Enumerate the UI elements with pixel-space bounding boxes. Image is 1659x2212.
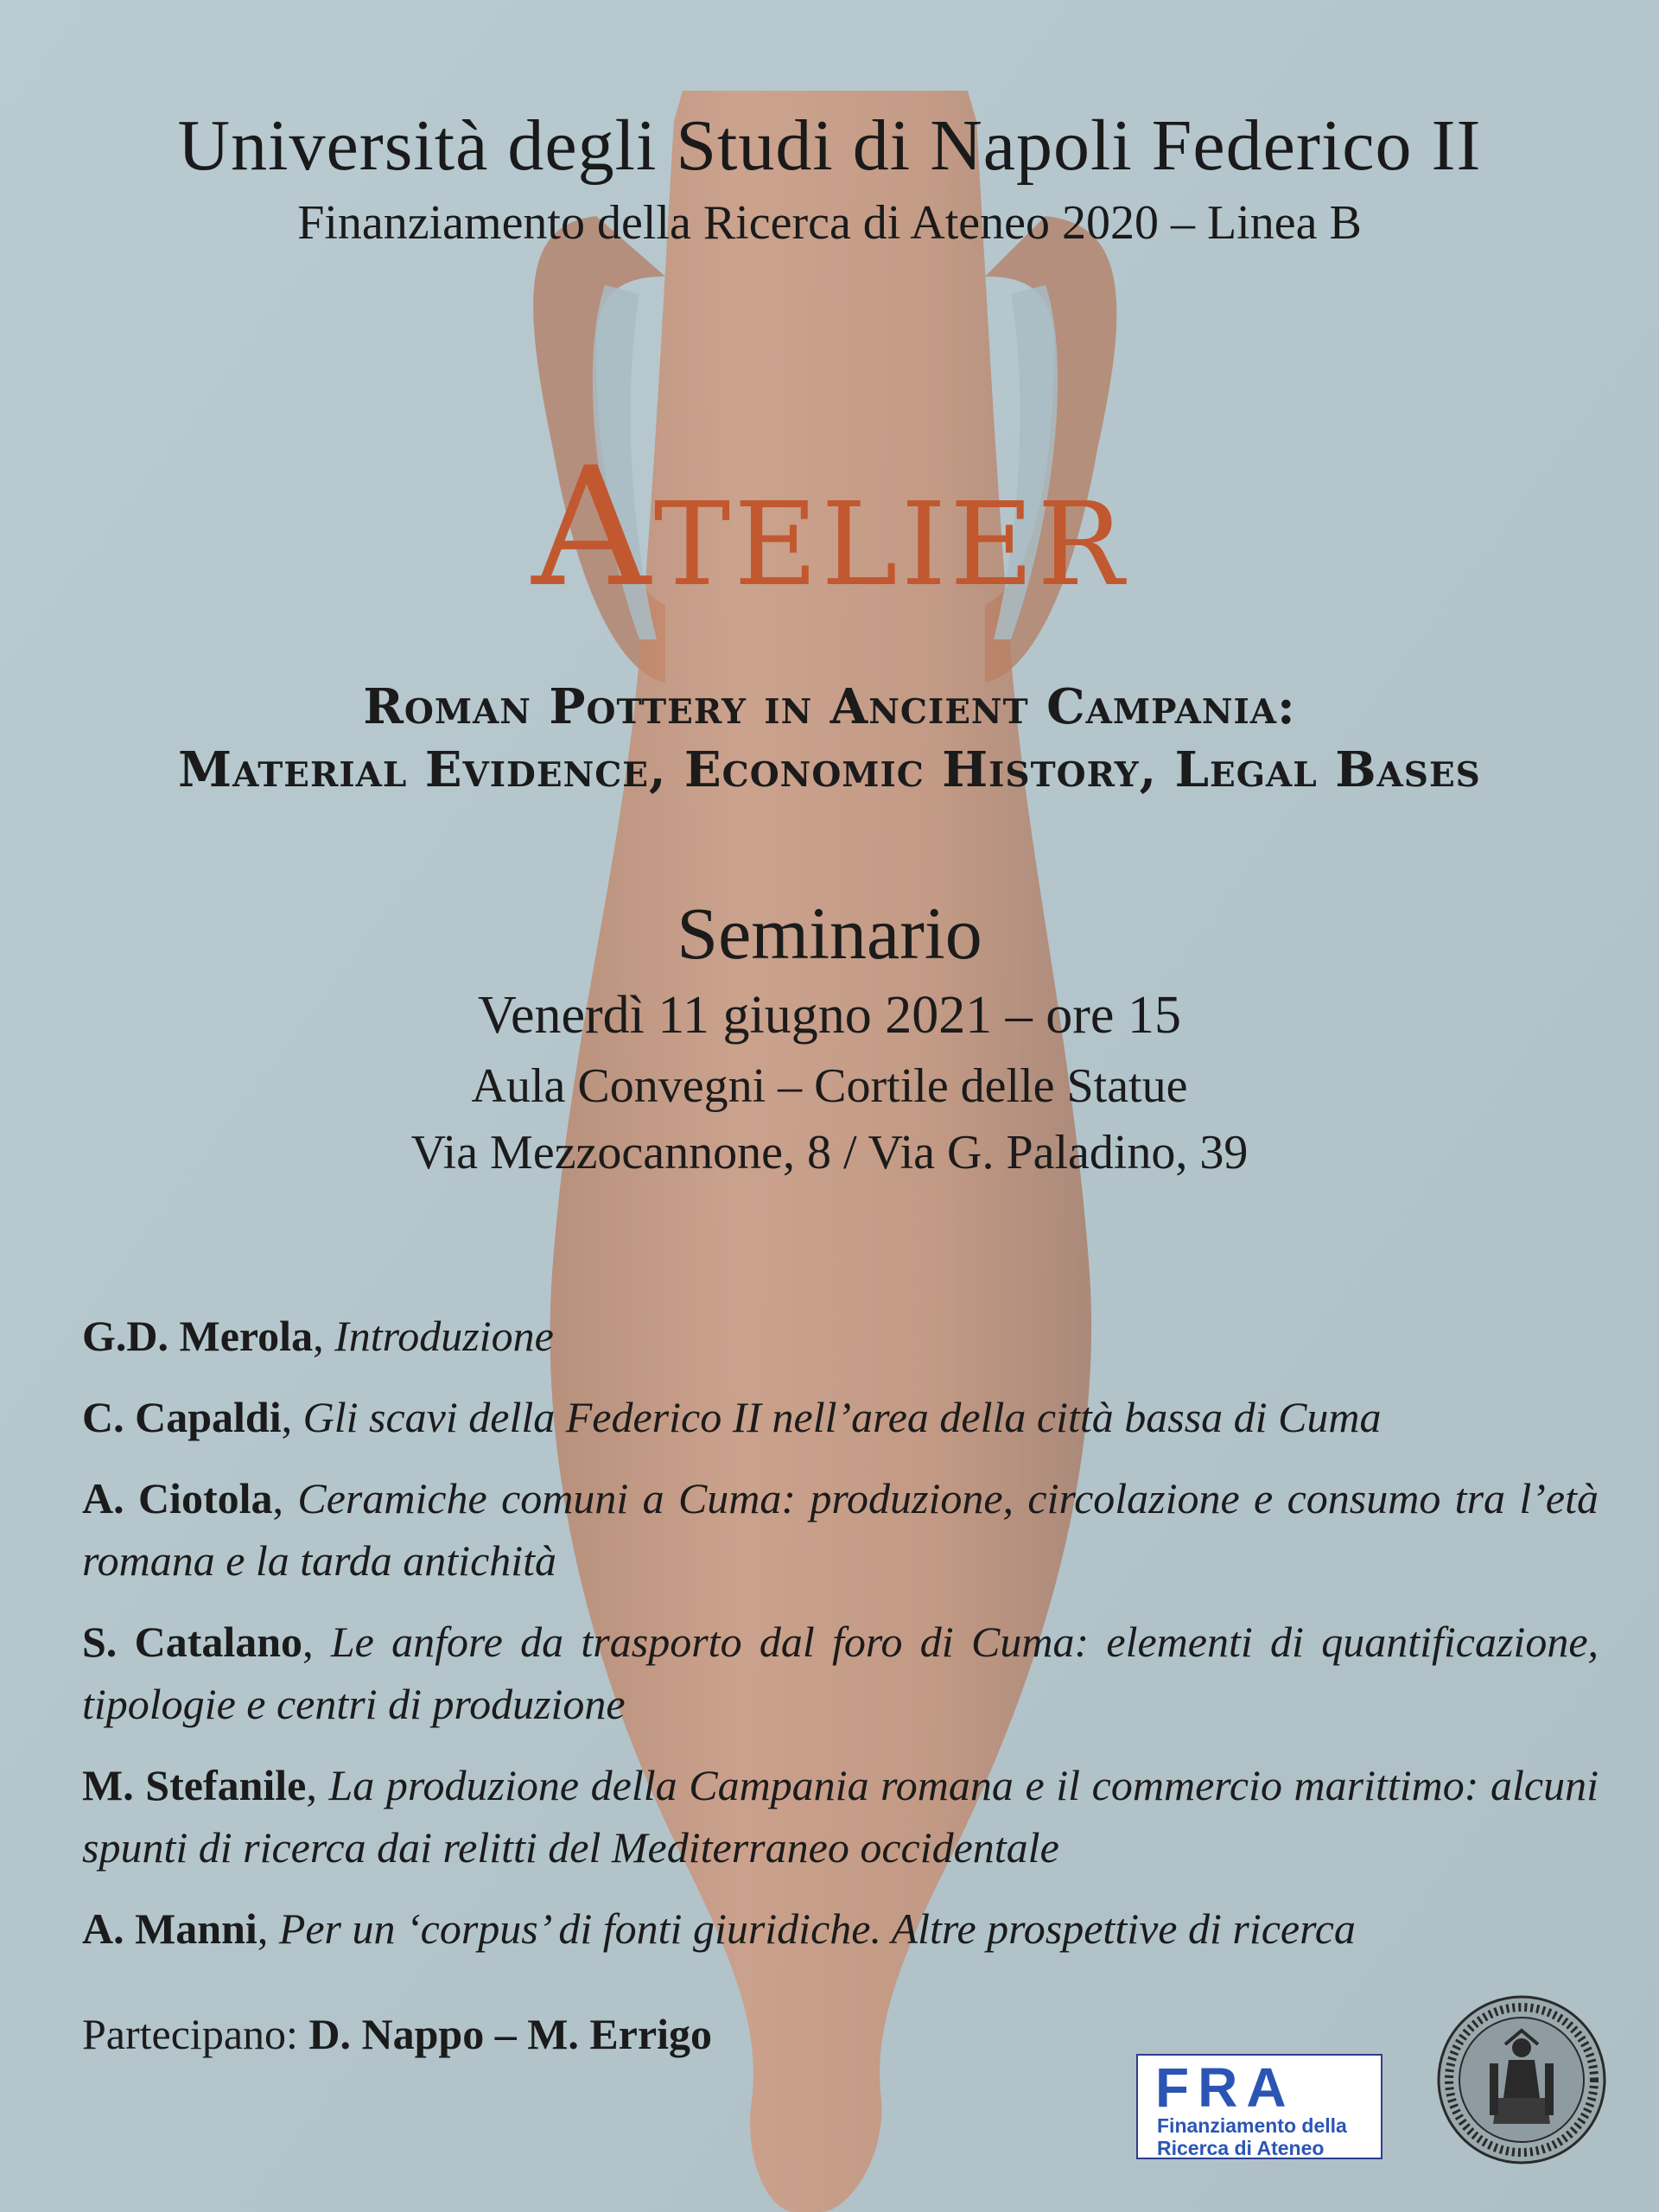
event-title: Atelier (531, 432, 1128, 623)
speaker-name: A. Ciotola (82, 1474, 273, 1522)
talk-item: S. Catalano, Le anfore da trasporto dal foro di Cuma: elementi di quantificazione, tipologie e centri di produzione (82, 1618, 1599, 1728)
talk-item: C. Capaldi, Gli scavi della Federico II nell’area della città bassa di Cuma (82, 1393, 1382, 1441)
talk-list (82, 1305, 1599, 1979)
event-address: Via Mezzocannone, 8 / Via G. Paladino, 39 (410, 1126, 1249, 1179)
funding-line: Finanziamento della Ricerca di Ateneo 2020 – Linea B (297, 196, 1362, 250)
talk-title: Le anfore da trasporto dal foro di Cuma: elementi di quantificazione, tipologie e centri di produzione (82, 1618, 1599, 1728)
event-room: Aula Convegni – Cortile delle Statue (471, 1059, 1188, 1113)
fra-caption-line2: Ricerca di Ateneo (1157, 2137, 1325, 2159)
talk-title: Gli scavi della Federico II nell’area della città bassa di Cuma (302, 1393, 1382, 1441)
event-subtitle-line2: Material Evidence, Economic History, Legal Bases (178, 741, 1481, 798)
fra-logo (1136, 2054, 1382, 2159)
university-seal-icon (1436, 1994, 1607, 2165)
talk-title: Per un ‘corpus’ di fonti giuridiche. Altre prospettive di ricerca (278, 1904, 1356, 1953)
talk-item: G.D. Merola, Introduzione (82, 1312, 554, 1360)
fra-acronym: FRA (1155, 2056, 1295, 2119)
speaker-name: C. Capaldi (82, 1393, 282, 1441)
fra-caption (1157, 2114, 1347, 2159)
talk-item: A. Ciotola, Ceramiche comuni a Cuma: produzione, circolazione e consumo tra l’età romana e la tarda antichità (82, 1474, 1599, 1585)
speaker-name: M. Stefanile (82, 1761, 307, 1809)
speaker-name: S. Catalano (82, 1618, 303, 1666)
fra-caption-line1: Finanziamento della (1157, 2114, 1347, 2137)
talk-item: A. Manni, Per un ‘corpus’ di fonti giuridiche. Altre prospettive di ricerca (82, 1904, 1356, 1953)
university-name: Università degli Studi di Napoli Federico II (177, 105, 1482, 186)
participants-line (82, 2009, 712, 2059)
talk-item: M. Stefanile, La produzione della Campania romana e il commercio marittimo: alcuni spunti di ricerca dai relitti del Mediterraneo occidentale (82, 1761, 1599, 1872)
talk-title: La produzione della Campania romana e il commercio marittimo: alcuni spunti di ricerca dai relitti del Mediterraneo occidentale (82, 1761, 1599, 1872)
participants-names: D. Nappo – M. Errigo (308, 2010, 713, 2058)
event-type: Seminario (677, 892, 982, 975)
speaker-name: G.D. Merola (82, 1312, 314, 1360)
talk-title: Introduzione (334, 1312, 554, 1360)
participants-label: Partecipano: (82, 2010, 298, 2058)
speaker-name: A. Manni (82, 1904, 257, 1953)
talk-title: Ceramiche comuni a Cuma: produzione, circolazione e consumo tra l’età romana e la tarda antichità (82, 1474, 1599, 1585)
event-date: Venerdì 11 giugno 2021 – ore 15 (478, 986, 1181, 1045)
event-subtitle-line1: Roman Pottery in Ancient Campania: (363, 678, 1296, 735)
